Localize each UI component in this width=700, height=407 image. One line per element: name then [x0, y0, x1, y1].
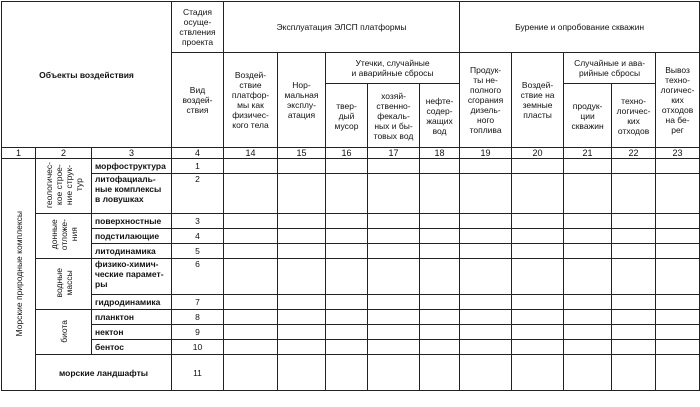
matrix-cell[interactable]: [224, 214, 278, 229]
col-number: 21: [564, 148, 612, 159]
col-number: 1: [2, 148, 36, 159]
matrix-cell[interactable]: [460, 159, 512, 174]
impact-matrix-table: [1, 1, 700, 391]
header-random-leaks: Случайные и ава- рийные сбросы: [564, 53, 656, 84]
row-number: 6: [172, 259, 224, 295]
col-number: 4: [172, 148, 224, 159]
matrix-cell[interactable]: [656, 295, 700, 310]
col-number: 20: [512, 148, 564, 159]
matrix-cell[interactable]: [612, 295, 656, 310]
matrix-cell[interactable]: [368, 355, 420, 391]
matrix-cell[interactable]: [512, 295, 564, 310]
header-removal: Вывоз техно- логичес- ких отходов на бе- рег: [656, 53, 700, 148]
matrix-cell[interactable]: [612, 325, 656, 340]
matrix-cell[interactable]: [326, 159, 368, 174]
matrix-cell[interactable]: [460, 244, 512, 259]
matrix-cell[interactable]: [460, 214, 512, 229]
matrix-cell[interactable]: [224, 174, 278, 214]
table-row: [2, 244, 700, 259]
matrix-cell[interactable]: [326, 325, 368, 340]
row-number: 9: [172, 325, 224, 340]
row-number: 10: [172, 340, 224, 355]
matrix-cell[interactable]: [278, 325, 326, 340]
matrix-cell[interactable]: [278, 259, 326, 295]
group-water-cell: [36, 259, 92, 310]
matrix-cell[interactable]: [420, 340, 460, 355]
matrix-cell[interactable]: [420, 355, 460, 391]
row-label: литодинамика: [92, 244, 172, 259]
matrix-cell[interactable]: [512, 355, 564, 391]
column-number-row: [2, 148, 700, 159]
matrix-cell[interactable]: [420, 295, 460, 310]
matrix-cell[interactable]: [278, 229, 326, 244]
matrix-cell[interactable]: [656, 159, 700, 174]
col-number: 18: [420, 148, 460, 159]
matrix-cell[interactable]: [564, 355, 612, 391]
matrix-cell[interactable]: [420, 244, 460, 259]
matrix-cell[interactable]: [564, 174, 612, 214]
col-number: 14: [224, 148, 278, 159]
matrix-cell[interactable]: [564, 214, 612, 229]
row-label: литофациаль- ные комплексы в ловушках: [92, 174, 172, 214]
matrix-cell[interactable]: [460, 259, 512, 295]
matrix-cell[interactable]: [420, 229, 460, 244]
matrix-cell[interactable]: [512, 310, 564, 325]
col-number: 15: [278, 148, 326, 159]
matrix-cell[interactable]: [278, 295, 326, 310]
matrix-cell[interactable]: [564, 259, 612, 295]
matrix-cell[interactable]: [368, 325, 420, 340]
matrix-cell[interactable]: [326, 259, 368, 295]
matrix-cell[interactable]: [656, 229, 700, 244]
matrix-cell[interactable]: [564, 244, 612, 259]
matrix-cell[interactable]: [512, 214, 564, 229]
col-number: 23: [656, 148, 700, 159]
matrix-cell[interactable]: [512, 340, 564, 355]
matrix-cell[interactable]: [420, 159, 460, 174]
matrix-cell[interactable]: [656, 325, 700, 340]
matrix-cell[interactable]: [656, 214, 700, 229]
matrix-cell[interactable]: [326, 229, 368, 244]
matrix-cell[interactable]: [420, 310, 460, 325]
matrix-cell[interactable]: [564, 295, 612, 310]
matrix-cell[interactable]: [224, 325, 278, 340]
matrix-cell[interactable]: [224, 159, 278, 174]
header-combustion: Продук- ты не- полного сгорания дизель- ного топлива: [460, 53, 512, 148]
row-label: морские ландшафты: [36, 355, 172, 391]
row-number: 7: [172, 295, 224, 310]
matrix-cell[interactable]: [224, 244, 278, 259]
matrix-cell[interactable]: [326, 355, 368, 391]
matrix-cell[interactable]: [612, 259, 656, 295]
row-label: поверхностные: [92, 214, 172, 229]
matrix-cell[interactable]: [460, 355, 512, 391]
table-row: [2, 310, 700, 325]
matrix-cell[interactable]: [368, 259, 420, 295]
matrix-cell[interactable]: [326, 310, 368, 325]
matrix-cell[interactable]: [564, 310, 612, 325]
row-number: 5: [172, 244, 224, 259]
matrix-cell[interactable]: [224, 229, 278, 244]
matrix-cell[interactable]: [460, 229, 512, 244]
header-formation-impact: Воздей- ствие на земные пласты: [512, 53, 564, 148]
matrix-cell[interactable]: [460, 325, 512, 340]
matrix-cell[interactable]: [420, 325, 460, 340]
header-objects: Объекты воздействия: [2, 2, 172, 148]
table-row: [2, 159, 700, 174]
matrix-cell[interactable]: [278, 340, 326, 355]
header-normal-exploit: Нор- мальная эксплу- атация: [278, 53, 326, 148]
row-label: планктон: [92, 310, 172, 325]
row-number: 2: [172, 174, 224, 214]
matrix-cell[interactable]: [224, 340, 278, 355]
matrix-cell[interactable]: [368, 214, 420, 229]
table-row: [2, 325, 700, 340]
matrix-cell[interactable]: [224, 310, 278, 325]
header-solid-waste: твер- дый мусор: [326, 84, 368, 148]
matrix-cell[interactable]: [368, 310, 420, 325]
group-geo-label: геологичес- кое строе- ние струк- тур: [43, 161, 84, 209]
table-row: [2, 295, 700, 310]
row-number: 3: [172, 214, 224, 229]
matrix-cell[interactable]: [368, 159, 420, 174]
matrix-cell[interactable]: [460, 295, 512, 310]
matrix-cell[interactable]: [512, 174, 564, 214]
row-label: нектон: [92, 325, 172, 340]
matrix-cell[interactable]: [656, 340, 700, 355]
group-bottom-cell: [36, 214, 92, 259]
matrix-cell[interactable]: [612, 310, 656, 325]
matrix-cell[interactable]: [512, 244, 564, 259]
matrix-cell[interactable]: [512, 159, 564, 174]
group-biota-label: биота: [58, 319, 69, 343]
matrix-cell[interactable]: [278, 244, 326, 259]
matrix-cell[interactable]: [656, 259, 700, 295]
row-label: подстилающие: [92, 229, 172, 244]
header-tech-waste: техно- логичес- ких отходов: [612, 84, 656, 148]
matrix-cell[interactable]: [656, 355, 700, 391]
matrix-cell[interactable]: [326, 214, 368, 229]
table-row: [2, 259, 700, 295]
matrix-cell[interactable]: [278, 355, 326, 391]
row-label: морфоструктура: [92, 159, 172, 174]
matrix-cell[interactable]: [612, 244, 656, 259]
matrix-cell[interactable]: [278, 310, 326, 325]
header-stage: Стадия осуще- ствления проекта: [172, 2, 224, 53]
matrix-cell[interactable]: [512, 229, 564, 244]
matrix-cell[interactable]: [460, 310, 512, 325]
row-number: 8: [172, 310, 224, 325]
matrix-cell[interactable]: [368, 295, 420, 310]
matrix-cell[interactable]: [512, 325, 564, 340]
matrix-cell[interactable]: [612, 229, 656, 244]
matrix-cell[interactable]: [326, 340, 368, 355]
group-biota-cell: [36, 310, 92, 355]
matrix-cell[interactable]: [326, 244, 368, 259]
header-oil-water: нефте- содер- жащих вод: [420, 84, 460, 148]
col-number: 16: [326, 148, 368, 159]
matrix-cell[interactable]: [278, 174, 326, 214]
matrix-cell[interactable]: [512, 259, 564, 295]
matrix-cell[interactable]: [564, 340, 612, 355]
matrix-cell[interactable]: [564, 159, 612, 174]
table-row: [2, 355, 700, 391]
group-geo-cell: [36, 159, 92, 214]
row-number: 11: [172, 355, 224, 391]
col-number: 17: [368, 148, 420, 159]
matrix-cell[interactable]: [368, 340, 420, 355]
header-domestic: хозяй- ственно- фекаль- ных и бы- товых вод: [368, 84, 420, 148]
row-label: бентос: [92, 340, 172, 355]
matrix-cell[interactable]: [564, 325, 612, 340]
header-platform-impact: Воздей- ствие платфор- мы как физичес- кого тела: [224, 53, 278, 148]
group-bottom-label: донные отложе- ния: [48, 219, 79, 251]
header-drilling: Бурение и опробование скважин: [460, 2, 700, 53]
matrix-cell[interactable]: [612, 159, 656, 174]
row-number: 1: [172, 159, 224, 174]
table-row: [2, 229, 700, 244]
col-number: 2: [36, 148, 92, 159]
row-label: гидродинамика: [92, 295, 172, 310]
matrix-cell[interactable]: [656, 244, 700, 259]
matrix-cell[interactable]: [278, 159, 326, 174]
header-leaks: Утечки, случайные и аварийные сбросы: [326, 53, 460, 84]
matrix-cell[interactable]: [224, 295, 278, 310]
table-row: [2, 214, 700, 229]
header-well-products: продук- ции скважин: [564, 84, 612, 148]
row-number: 4: [172, 229, 224, 244]
header-kind: Вид воздей- ствия: [172, 53, 224, 148]
matrix-cell[interactable]: [612, 355, 656, 391]
matrix-cell[interactable]: [368, 174, 420, 214]
matrix-cell[interactable]: [420, 174, 460, 214]
main-group-cell: [2, 159, 36, 391]
table-row: [2, 174, 700, 214]
matrix-cell[interactable]: [326, 174, 368, 214]
group-water-label: водные массы: [53, 268, 74, 298]
col-number: 19: [460, 148, 512, 159]
col-number: 22: [612, 148, 656, 159]
matrix-cell[interactable]: [564, 229, 612, 244]
matrix-cell[interactable]: [656, 174, 700, 214]
matrix-cell[interactable]: [612, 214, 656, 229]
matrix-cell[interactable]: [612, 174, 656, 214]
row-label: физико-химич- ческие парамет- ры: [92, 259, 172, 295]
col-number: 3: [92, 148, 172, 159]
matrix-cell[interactable]: [368, 244, 420, 259]
matrix-cell[interactable]: [224, 355, 278, 391]
table-row: [2, 340, 700, 355]
main-group-label: Морские природные комплексы: [13, 210, 24, 337]
header-exploitation: Эксплуатация ЭЛСП платформы: [224, 2, 460, 53]
matrix-cell[interactable]: [612, 340, 656, 355]
matrix-cell[interactable]: [420, 259, 460, 295]
matrix-cell[interactable]: [326, 295, 368, 310]
matrix-cell[interactable]: [278, 214, 326, 229]
matrix-cell[interactable]: [460, 174, 512, 214]
matrix-cell[interactable]: [224, 259, 278, 295]
matrix-cell[interactable]: [460, 340, 512, 355]
matrix-cell[interactable]: [420, 214, 460, 229]
matrix-cell[interactable]: [368, 229, 420, 244]
matrix-cell[interactable]: [656, 310, 700, 325]
